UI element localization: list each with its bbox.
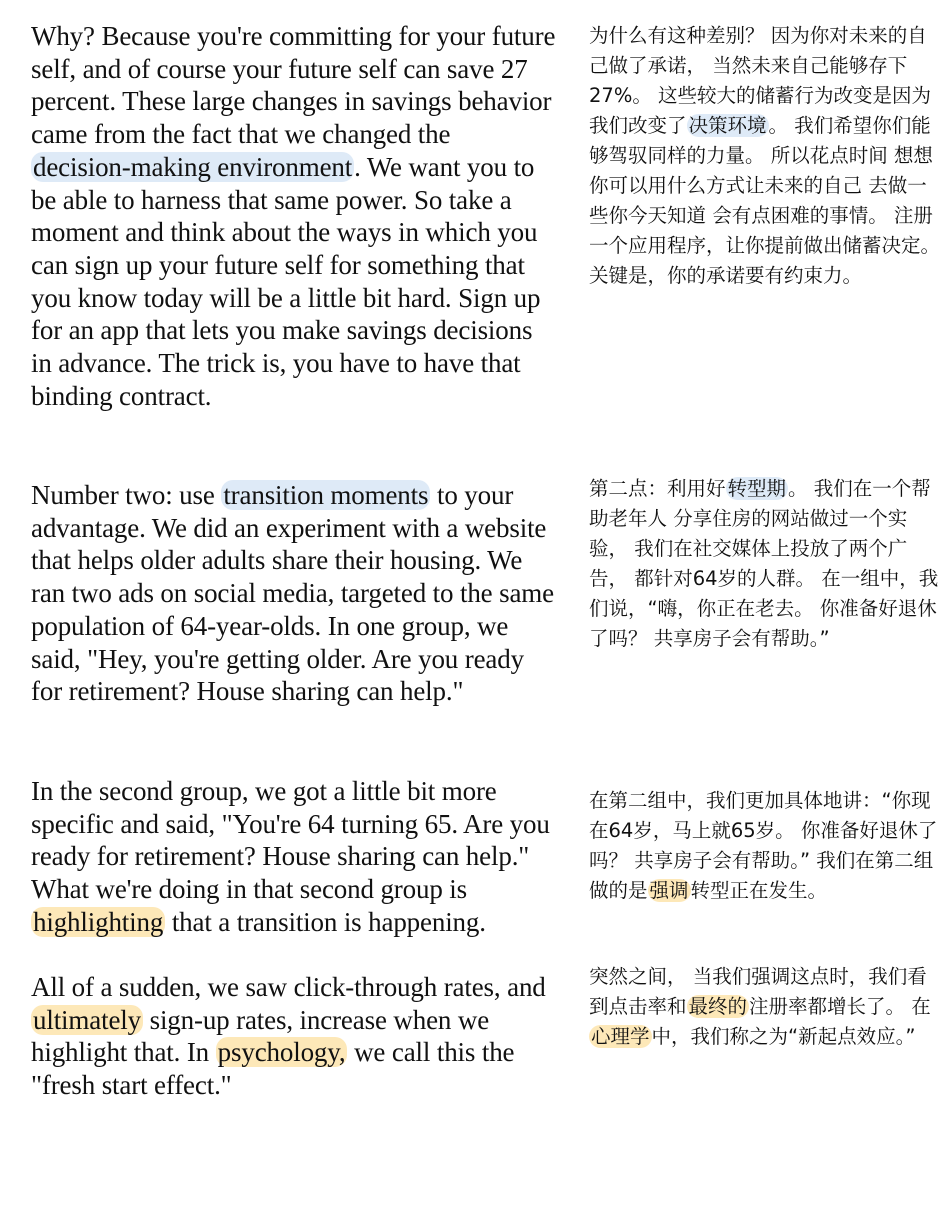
chinese-paragraph-2 <box>589 474 945 654</box>
english-text: to your advantage. We did an experiment with a website that helps older adults share their housing. We ran two ads on social media, targeted to the same population of 64-year-olds. In one group, we said, "Hey, you're getting older. Are you ready for retirement? House sharing can help." <box>31 480 554 707</box>
chinese-paragraph-3 <box>589 786 945 906</box>
english-paragraph-3 <box>31 775 556 939</box>
chinese-text: 中，我们称之为“新起点效应。” <box>651 1025 916 1048</box>
highlight-decision-making-environment[interactable]: decision-making environment <box>33 151 353 182</box>
highlight-highlighting[interactable]: highlighting <box>33 906 164 937</box>
english-text: Number two: use <box>31 480 222 510</box>
english-text: All of a sudden, we saw click-through rates, and <box>31 972 546 1002</box>
highlight-psychology[interactable]: psychology, <box>217 1037 346 1068</box>
english-text: sign-up rates, increase when we highlight that. In <box>31 1004 490 1068</box>
chinese-paragraph-4 <box>589 962 945 1052</box>
highlight-zhuanxingqi[interactable]: 转型期 <box>727 477 787 500</box>
highlight-qiangdiao[interactable]: 强调 <box>649 879 689 902</box>
chinese-text: 为什么有这种差别？ 因为你对未来的自己做了承诺， 当然未来自己能够存下27%。 这些较大的储蓄行为改变是因为我们改变了 <box>589 24 932 137</box>
chinese-text: 注册率都增长了。 在 <box>749 995 931 1018</box>
chinese-text: 在第二组中，我们更加具体地讲：“你现在64岁，马上就65岁。 你准备好退休了吗？ 共享房子会有帮助。” 我们在第二组做的是 <box>589 789 938 902</box>
english-text: we call this the "fresh start effect." <box>31 1037 515 1101</box>
english-text: Why? Because you're committing for your future self, and of course your future self can save 27 percent. These large changes in savings behavior came from the fact that we changed the <box>31 21 556 150</box>
chinese-text: 第二点：利用好 <box>589 477 726 500</box>
highlight-transition-moments[interactable]: transition moments <box>223 480 429 510</box>
chinese-text: 突然之间， 当我们强调这点时，我们看到点击率和 <box>589 965 927 1018</box>
english-paragraph-4 <box>31 971 556 1102</box>
chinese-text: 转型正在发生。 <box>690 879 828 902</box>
english-paragraph-2 <box>31 479 556 708</box>
english-paragraph-1 <box>31 20 556 412</box>
english-text: that a transition is happening. <box>165 906 486 937</box>
highlight-xinlixue[interactable]: 心理学 <box>591 1025 650 1048</box>
chinese-text: 。 我们在一个帮助老年人 分享住房的网站做过一个实验， 我们在社交媒体上投放了两个广告， 都针对64岁的人群。 在一组中，我们说，“嗨，你正在老去。 你准备好退休了吗？ 共享房子会有帮助。” <box>589 477 939 650</box>
chinese-paragraph-1 <box>589 21 945 291</box>
highlight-ultimately[interactable]: ultimately <box>33 1004 141 1035</box>
english-text: . We want you to be able to harness that same power. So take a moment and think about the ways in which you can sign up your future self for something that you know today will be a little bit hard. Sign up for an app that lets you make savings decisions in advance. The trick is, you have to have that binding contract. <box>31 151 541 411</box>
highlight-zuizhongde[interactable]: 最终的 <box>688 995 748 1018</box>
highlight-juece-huanjing[interactable]: 决策环境 <box>688 114 767 137</box>
chinese-text: 。 我们希望你们能够驾驭同样的力量。 所以花点时间 想想你可以用什么方式让未来的自己 去做一些你今天知道 会有点困难的事情。 注册一个应用程序，让你提前做出储蓄决定。 关键是，你的承诺要有约束力。 <box>589 114 941 287</box>
english-text: In the second group, we got a little bit more specific and said, "You're 64 turning 65. Are you ready for retirement? House sharing can help." What we're doing in that second group is <box>31 776 550 905</box>
